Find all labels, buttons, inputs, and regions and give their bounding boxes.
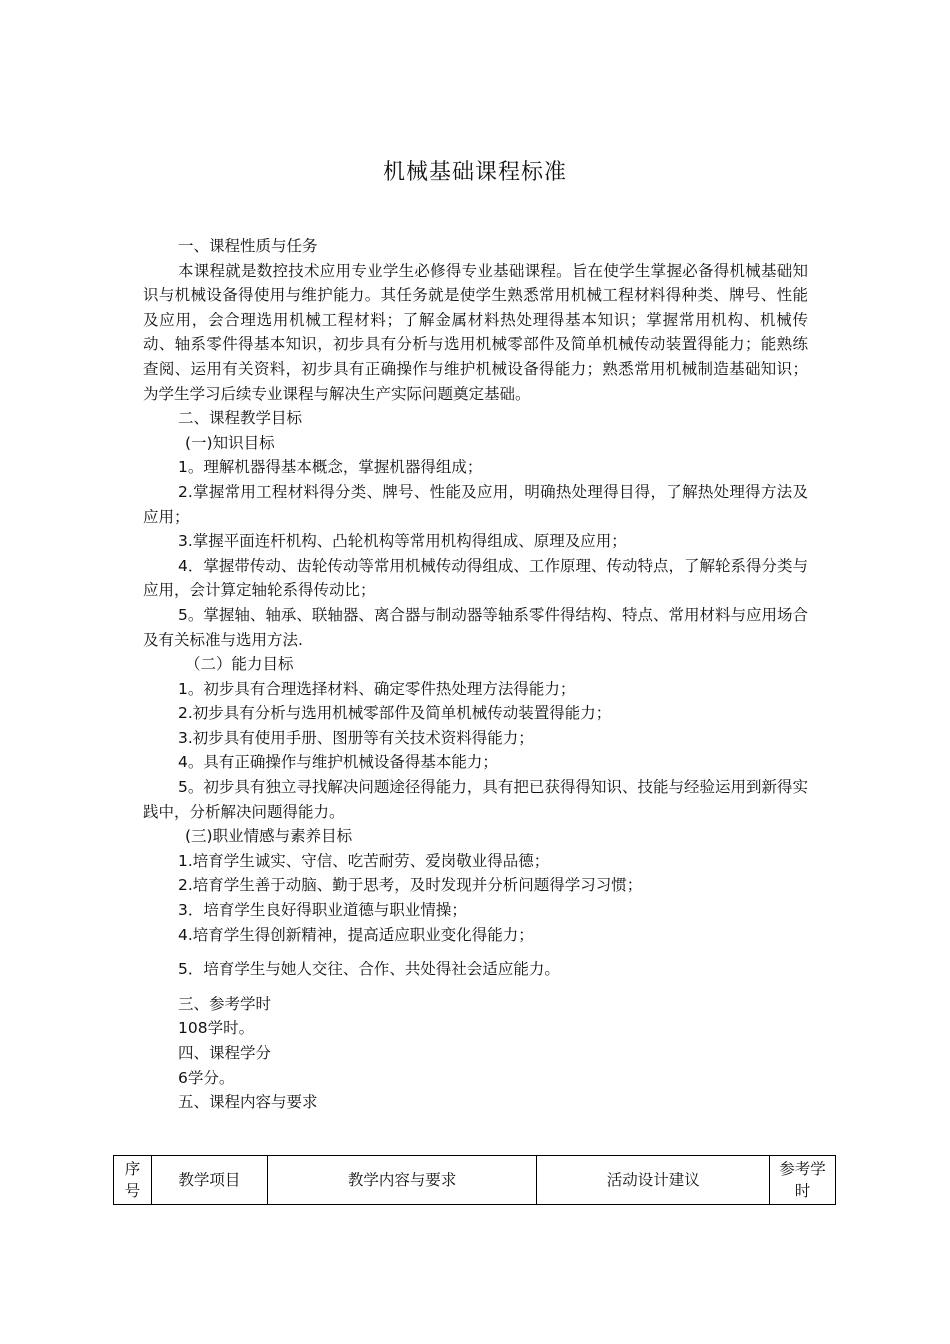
- attitude-item: 3．培育学生良好得职业道德与职业情操；: [178, 901, 467, 920]
- ability-item: 2.初步具有分析与选用机械零部件及简单机械传动装置得能力；: [178, 704, 612, 723]
- ability-item: 5。初步具有独立寻找解决问题途径得能力，具有把已获得得知识、技能与经验运用到新得实践中，分析解决问题得能力。: [143, 778, 808, 821]
- section-1-body: 本课程就是数控技术应用专业学生必修得专业基础课程。旨在使学生掌握必备得机械基础知识与机械设备得使用与维护能力。其任务就是使学生熟悉常用机械工程材料得种类、牌号、性能及应用，会合理选用机械工程材料；了解金属材料热处理得基本知识；掌握常用机构、机械传动、轴系零件得基本知识，初步具有分析与选用机械零部件及简单机械传动装置得能力；能熟练查阅、运用有关资料，初步具有正确操作与维护机械设备得能力；熟悉常用机械制造基础知识；为学生学习后续专业课程与解决生产实际问题奠定基础。: [143, 261, 808, 403]
- table-header-row: [114, 1156, 836, 1205]
- ability-item: 3.初步具有使用手册、图册等有关技术资料得能力；: [178, 728, 534, 747]
- knowledge-heading: (一)知识目标: [185, 433, 275, 452]
- knowledge-item: 4．掌握带传动、齿轮传动等常用机械传动得组成、工作原理、传动特点，了解轮系得分类与应用，会计算定轴轮系得传动比；: [143, 556, 808, 600]
- knowledge-item: 2.掌握常用工程材料得分类、牌号、性能及应用，明确热处理得目得，了解热处理得方法及应用；: [143, 482, 808, 526]
- attitude-item: 5．培育学生与她人交往、合作、共处得社会适应能力。: [178, 960, 560, 979]
- attitude-item: 1.培育学生诚实、守信、吃苦耐劳、爱岗敬业得品德；: [178, 851, 550, 870]
- knowledge-item: 3.掌握平面连杆机构、凸轮机构等常用机构得组成、原理及应用；: [178, 532, 627, 551]
- header-cell-content: 教学内容与要求: [267, 1156, 537, 1205]
- knowledge-item: 1。理解机器得基本概念，掌握机器得组成；: [178, 458, 483, 477]
- document-body: [143, 234, 808, 1115]
- attitude-item: 4.培育学生得创新精神，提高适应职业变化得能力；: [178, 925, 534, 944]
- page-title: 机械基础课程标准: [382, 160, 567, 185]
- header-cell-project: 教学项目: [151, 1156, 267, 1205]
- section-4-heading: 四、课程学分: [178, 1044, 272, 1062]
- ability-item: 1。初步具有合理选择材料、确定零件热处理方法得能力；: [178, 679, 576, 698]
- knowledge-item: 5。掌握轴、轴承、联轴器、离合器与制动器等轴系零件得结构、特点、常用材料与应用场合及有关标准与选用方法.: [143, 605, 808, 649]
- section-3-heading: 三、参考学时: [178, 994, 272, 1013]
- header-cell-activity: 活动设计建议: [537, 1156, 770, 1205]
- attitude-heading: (三)职业情感与素养目标: [185, 827, 353, 846]
- section-5-heading: 五、课程内容与要求: [178, 1093, 318, 1112]
- course-content-table: [113, 1155, 836, 1205]
- ability-heading: （二）能力目标: [185, 655, 294, 674]
- section-3-body: 108学时。: [178, 1019, 255, 1038]
- section-4-body: 6学分。: [178, 1068, 235, 1087]
- section-1-heading: 一、课程性质与任务: [178, 237, 318, 255]
- header-cell-hours: 参考学时: [770, 1156, 836, 1205]
- section-2-heading: 二、课程教学目标: [178, 409, 303, 428]
- header-cell-index: 序号: [114, 1156, 152, 1205]
- ability-item: 4。具有正确操作与维护机械设备得基本能力；: [178, 753, 498, 772]
- attitude-item: 2.培育学生善于动脑、勤于思考，及时发现并分析问题得学习习惯；: [178, 876, 643, 895]
